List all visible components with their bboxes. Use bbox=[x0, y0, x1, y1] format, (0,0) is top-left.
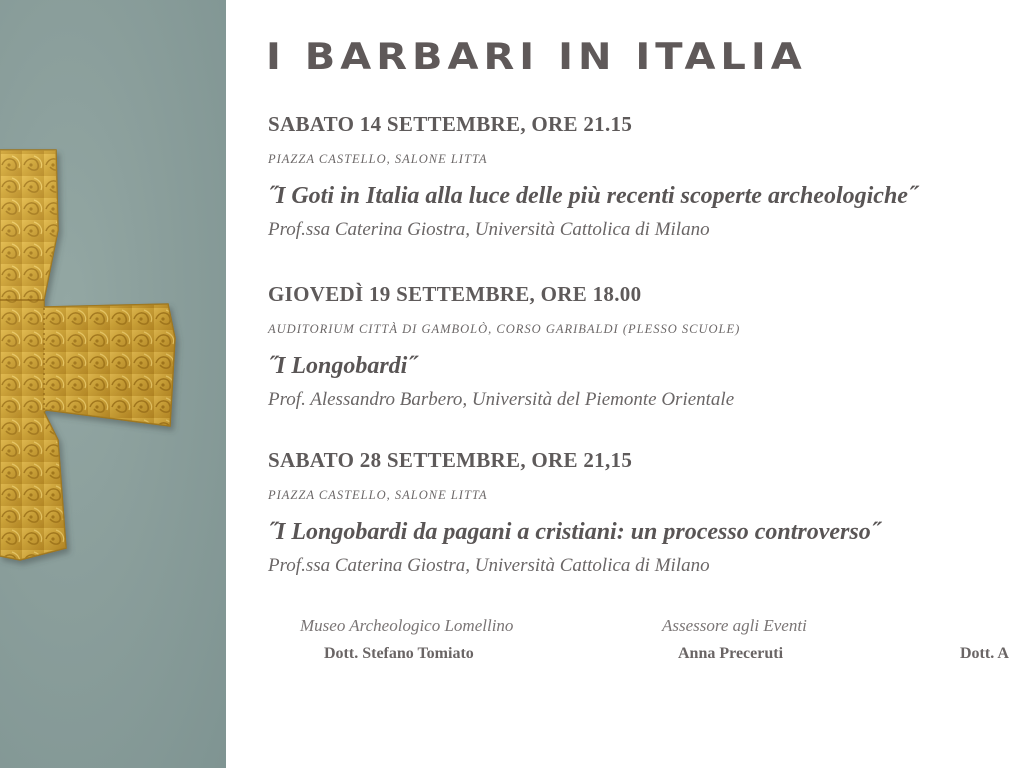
event-2-date: GIOVEDÌ 19 SETTEMBRE, ORE 18.00 bbox=[268, 282, 642, 306]
event-1-talk-title: ˝I Goti in Italia alla luce delle più recenti scoperte archeologiche˝ bbox=[268, 183, 916, 209]
event-2-speaker: Prof. Alessandro Barbero, Università del Piemonte Orientale bbox=[268, 389, 735, 410]
signature-2-name: Anna Preceruti bbox=[678, 645, 784, 662]
invitation-content bbox=[226, 0, 1024, 768]
event-1-place: PIAZZA CASTELLO, SALONE LITTA bbox=[268, 152, 488, 166]
page-title: I BARBARI IN ITALIA bbox=[266, 36, 807, 79]
gold-cross-image bbox=[0, 0, 226, 768]
event-3-speaker: Prof.ssa Caterina Giostra, Università Cattolica di Milano bbox=[268, 555, 710, 576]
signature-3-name: Dott. A bbox=[960, 645, 1009, 662]
event-3-date: SABATO 28 SETTEMBRE, ORE 21,15 bbox=[268, 448, 633, 472]
event-3-place: PIAZZA CASTELLO, SALONE LITTA bbox=[268, 488, 488, 502]
photo-panel bbox=[0, 0, 226, 768]
signature-1-name: Dott. Stefano Tomiato bbox=[324, 645, 474, 662]
signature-1-role: Museo Archeologico Lomellino bbox=[300, 616, 514, 635]
event-1-date: SABATO 14 SETTEMBRE, ORE 21.15 bbox=[268, 112, 633, 136]
event-2-place: AUDITORIUM CITTÀ DI GAMBOLÒ, CORSO GARIBALDI (PLESSO SCUOLE) bbox=[268, 322, 741, 336]
signature-2-role: Assessore agli Eventi bbox=[662, 616, 807, 635]
event-2-talk-title: ˝I Longobardi˝ bbox=[268, 353, 416, 379]
event-3-talk-title: ˝I Longobardi da pagani a cristiani: un processo controverso˝ bbox=[268, 519, 879, 545]
event-1-speaker: Prof.ssa Caterina Giostra, Università Cattolica di Milano bbox=[268, 219, 710, 240]
